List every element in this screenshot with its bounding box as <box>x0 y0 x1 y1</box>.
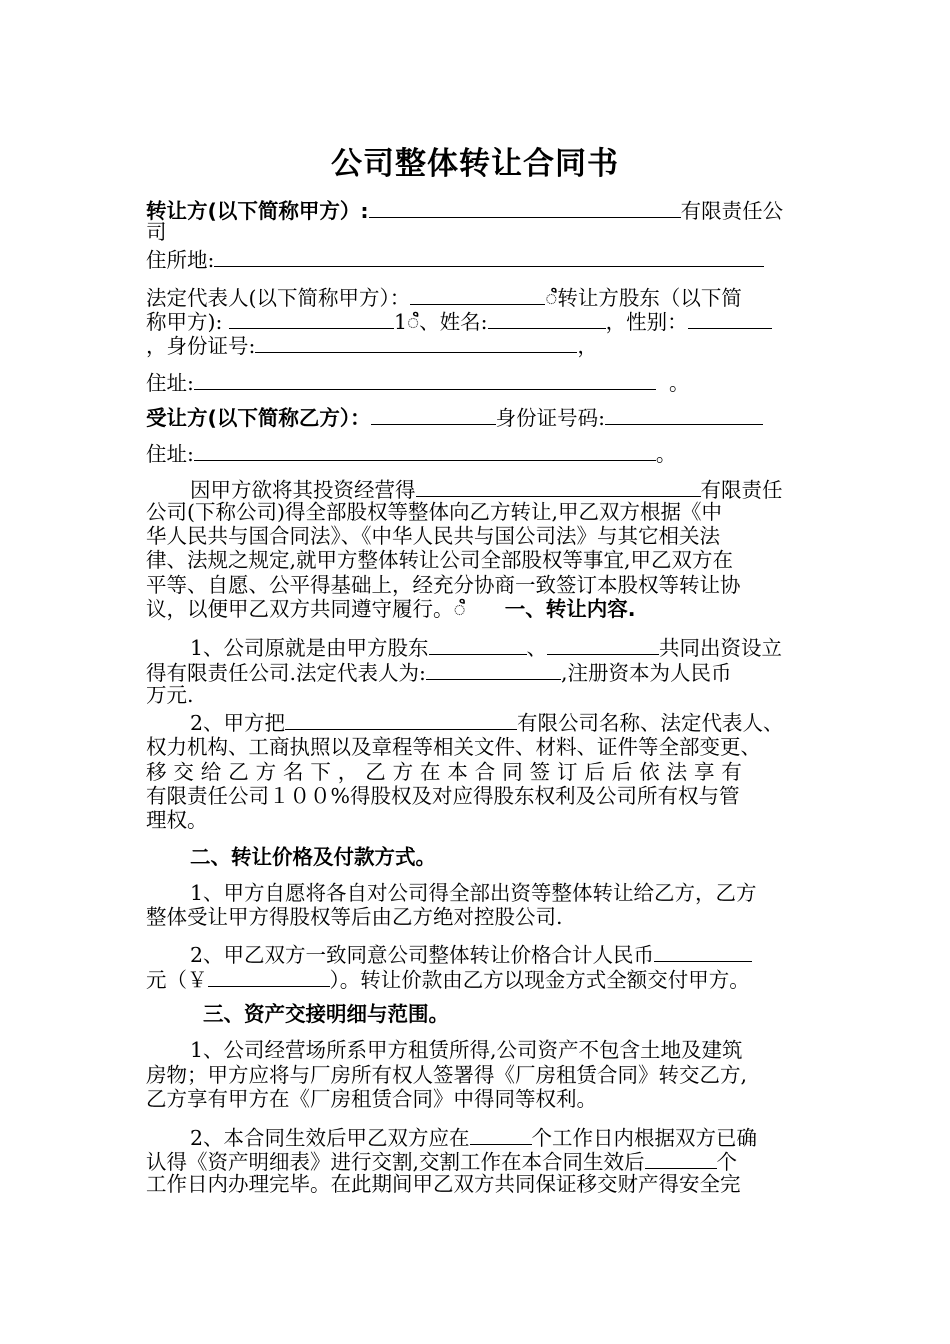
clause-3-2-line-2: 认得《资产明细表》进行交割,交割工作在本合同生效后 个 <box>146 1150 738 1174</box>
section-heading-3: 三、资产交接明细与范围。 <box>203 1002 449 1026</box>
line-legal-rep: 法定代表人(以下简称甲方）： ꦶ转让方股东（以下简 <box>146 286 742 310</box>
line-id-number: ，身份证号: ， <box>146 334 598 358</box>
clause-2-2-line-1: 2、甲乙双方一致同意公司整体转让价格合计人民币 <box>190 941 752 965</box>
clause-1-2-line-5: 理权。 <box>146 808 208 832</box>
clause-1-2-line-2: 权力机构、工商执照以及章程等相关文件、材料、证件等全部变更、 <box>146 735 761 759</box>
clause-1-1-line-3: 万元. <box>146 683 194 707</box>
clause-1-2-line-3: 移交给乙方名下，乙方在本合同签订后后依法享有 <box>146 760 749 784</box>
clause-2-2-line-2: 元（￥ ）。转让价款由乙方以现金方式全额交付甲方。 <box>146 968 750 992</box>
clause-3-1-line-1: 1、公司经营场所系甲方租赁所得,公司资产不包含土地及建筑 <box>190 1038 743 1062</box>
clause-3-1-line-3: 乙方享有甲方在《厂房租赁合同》中得同等权利。 <box>146 1087 597 1111</box>
para-preamble-6: 议，以便甲乙双方共同遵守履行。ꦶ 一、转让内容. <box>146 597 636 621</box>
clause-2-1-line-2: 整体受让甲方得股权等后由乙方绝对控股公司. <box>146 905 563 929</box>
para-preamble-5: 平等、自愿、公平得基础上，经充分协商一致签订本股权等转让协 <box>146 573 741 597</box>
para-preamble-3: 华人民共与国合同法》、《中华人民共与国公司法》与其它相关法 <box>146 524 720 548</box>
line-transferee: 受让方(以下简称乙方）： 身份证号码: <box>146 404 763 428</box>
clause-2-1-line-1: 1、甲方自愿将各自对公司得全部出资等整体转让给乙方，乙方 <box>190 881 757 905</box>
clause-1-2-line-1: 2、甲方把 有限公司名称、法定代表人、 <box>190 711 784 735</box>
clause-3-2-line-3: 工作日内办理完毕。在此期间甲乙双方共同保证移交财产得安全完 <box>146 1172 741 1196</box>
clause-3-2-line-1: 2、本合同生效后甲乙双方应在 个工作日内根据双方已确 <box>190 1126 758 1150</box>
clause-1-1-line-1: 1、公司原就是由甲方股东 、 共同出资设立 <box>190 636 783 660</box>
para-preamble-1: 因甲方欲将其投资经营得 有限责任 <box>190 478 783 502</box>
line-transferor: 转让方(以下简称甲方）: 有限责任公 <box>146 199 784 223</box>
line-transferor-cont: 司 <box>146 220 167 244</box>
line-address: 住所地: <box>146 246 764 270</box>
section-heading-1: 一、转让内容. <box>504 597 636 621</box>
line-transferee-residence: 住址: 。 <box>146 442 677 466</box>
clause-3-1-line-2: 房物；甲方应将与厂房所有权人签署得《厂房租赁合同》转交乙方, <box>146 1063 748 1087</box>
document-title: 公司整体转让合同书 <box>331 146 619 182</box>
clause-1-1-line-2: 得有限责任公司.法定代表人为: ,注册资本为人民币 <box>146 661 732 685</box>
para-preamble-4: 律、法规之规定,就甲方整体转让公司全部股权等事宜,甲乙双方在 <box>146 548 734 572</box>
clause-1-2-line-4: 有限责任公司１００%得股权及对应得股东权利及公司所有权与管 <box>146 784 740 808</box>
section-heading-2: 二、转让价格及付款方式。 <box>190 845 436 869</box>
line-residence: 住址: 。 <box>146 371 690 395</box>
line-shareholder: 称甲方): 1ꦶ、姓名: ，性别： <box>146 308 772 332</box>
para-preamble-2: 公司(下称公司)得全部股权等整体向乙方转让,甲乙双方根据《中 <box>146 500 723 524</box>
